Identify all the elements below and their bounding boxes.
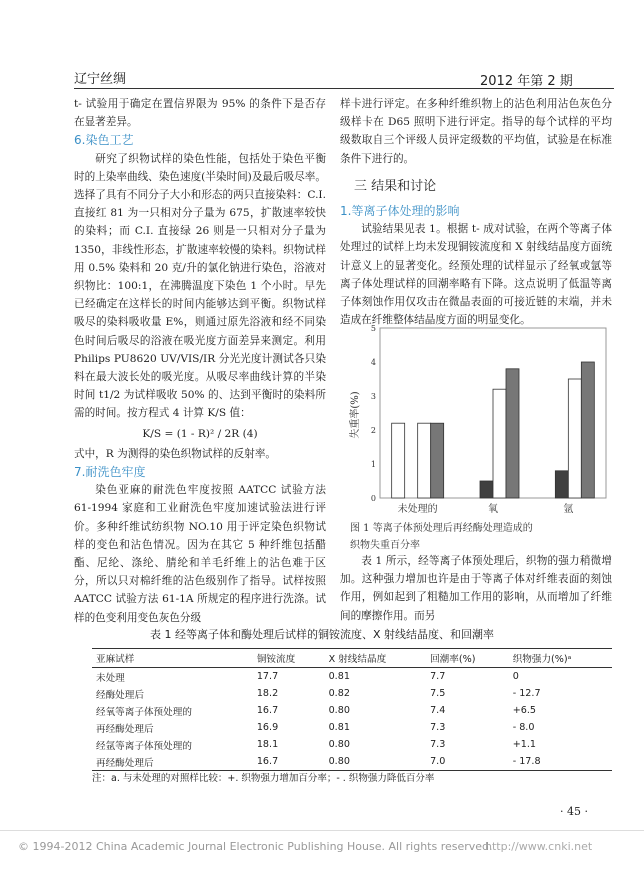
section-heading-results: 三 结果和讨论 xyxy=(354,178,437,194)
table-cell: 16.7 xyxy=(256,705,279,716)
table-cell: 0 xyxy=(512,671,519,682)
col-header: 织物强力(%)ᵃ xyxy=(509,649,612,668)
table-header-row xyxy=(92,649,612,668)
table-cell: 18.1 xyxy=(256,739,279,750)
table-cell: 0.81 xyxy=(328,671,350,682)
weight-loss-chart xyxy=(344,320,612,520)
page-number: · 45 · xyxy=(560,805,588,818)
bar xyxy=(418,423,431,498)
row-label: 经氩等离子体预处理的 xyxy=(96,740,192,752)
right-paragraph-1: 样卡进行评定。在多种纤维织物上的沾色利用沾色灰色分级样卡在 D65 照明下进行评定。指导的每个试样的平均级数取自三个评级人员评定级数的平均值，试验是在标准条件下进行的。 xyxy=(340,98,612,165)
table-cell: 7.7 xyxy=(430,671,446,682)
table-cell: 16.7 xyxy=(253,753,325,771)
x-axis-labels xyxy=(398,502,574,515)
table-row xyxy=(92,719,612,736)
bar xyxy=(581,362,594,498)
section-heading-1: 1.等离子体处理的影响 xyxy=(340,204,460,219)
bar-group xyxy=(392,362,595,498)
x-tick-label: 氩 xyxy=(563,504,574,515)
row-label: 再经酶处理后 xyxy=(96,723,154,735)
y-tick-label: 4 xyxy=(370,358,376,367)
right-paragraph-2: 试验结果见表 1。根据 t- 成对试验，在两个等离子体处理过的试样上均未发现铜铵流度和 X 射线结晶度方面统计意义上的显著变化。经预处理的试样显示了经氧或氩等离子体处理试样的回潮率略有下降。这点说明了低温等离子体刻蚀作用仅攻击在微晶表面的可接近链的末端，并未造成在纤维整体结晶度方面的明显变化。 xyxy=(340,223,612,327)
header-rule xyxy=(74,88,614,89)
issue-label: 2012 年第 2 期 xyxy=(480,74,573,89)
row-label: 经氧等离子体预处理的 xyxy=(96,706,192,718)
bar xyxy=(493,389,506,498)
col-header: 亚麻试样 xyxy=(92,649,253,668)
left-paragraph-2: 研究了织物试样的染色性能，包括处于染色平衡时的上染率曲线、染色速度(半染时间)及最后吸尽率。选择了具有不同分子大小和形态的两只直接染料：C.I. 直接红 81 为一只相对分子量为 675，扩散速率较快的染料；而 C.I. 直接绿 26 则是一只相对分子量为 1350，非线性形态，扩散速率较慢的染料。织物试样用 0.5% 染料和 20 克/升的氯化钠进行染色，浴液对织物比：100:1，在沸腾温度下染色 1 个小时。早先已经确定在这样长的时间内能够达到平衡。织物试样吸尽的染料吸收量 E%，则通过原先浴液和经不同染色时间后吸尽的浴液在吸光度方面差异来测定。利用 Philips PU8620 UV/VIS/IR 分光光度计测试各只染料在最大波长处的吸光度。从吸尽率曲线计算的半染时间 t1/2 为试样吸收 50% 的、达到平衡时的染料所需的时间。按方程式 4 计算 K/S 值： xyxy=(74,152,326,420)
table-cell: 16.9 xyxy=(256,722,279,733)
bar xyxy=(392,423,405,498)
table-cell: 18.2 xyxy=(256,688,279,699)
y-axis-ticks xyxy=(371,324,376,503)
table-cell: +1.1 xyxy=(512,739,536,750)
table-cell: 0.80 xyxy=(328,739,350,750)
table-cell: 7.3 xyxy=(430,722,446,733)
table-caption: 表 1 经等离子体和酶处理后试样的铜铵流度、X 射线结晶度、和回潮率 xyxy=(150,628,495,641)
formula: K/S = (1 - R)² / 2R (4) xyxy=(142,427,258,440)
row-label: 再经酶处理后 xyxy=(92,753,253,771)
table-note: 注：a. 与未处理的对照样比较：+. 织物强力增加百分率；- . 织物强力降低百分率 xyxy=(92,773,435,784)
footer-rule xyxy=(0,830,644,831)
table-cell: 0.81 xyxy=(328,722,350,733)
section-heading-6: 6.染色工艺 xyxy=(74,133,134,148)
table-cell: 7.4 xyxy=(430,705,446,716)
section-heading-7: 7.耐洗色牢度 xyxy=(74,465,146,480)
table-row xyxy=(92,702,612,719)
left-paragraph-4: 染色亚麻的耐洗色牢度按照 AATCC 试验方法 61-1994 家庭和工业耐洗色牢度加速试验法进行评价。多种纤维试纺织物 NO.10 用于评定染色织物试样的变色和沾色情况。因为在其它 5 种纤维包括醋酯、尼纶、涤纶、腈纶和羊毛纤维上的沾色难于区分，所以只对棉纤维的沾色级别作了指导。试样按照 AATCC 试验方法 61-1A 所规定的程序进行洗涤。试样的色变利用变色灰色分级 xyxy=(74,484,326,624)
row-label: 未处理 xyxy=(96,672,125,684)
journal-name: 辽宁丝绸 xyxy=(74,72,127,87)
bar xyxy=(555,471,568,498)
table-cell: - 8.0 xyxy=(512,722,535,733)
table-cell: 7.0 xyxy=(426,753,509,771)
figure-caption-line-2: 织物失重百分率 xyxy=(350,540,420,551)
table-cell: - 12.7 xyxy=(512,688,541,699)
col-header: 铜铵流度 xyxy=(253,649,325,668)
table-row xyxy=(92,668,612,686)
table-cell: 7.3 xyxy=(430,739,446,750)
row-label: 经酶处理后 xyxy=(96,689,144,701)
table-cell: - 17.8 xyxy=(509,753,612,771)
table-row xyxy=(92,736,612,753)
left-column xyxy=(74,95,326,627)
left-paragraph-1: t- 试验用于确定在置信界限为 95% 的条件下是否存在显著差异。 xyxy=(74,98,326,129)
figure-caption xyxy=(350,520,612,554)
table-cell: 7.5 xyxy=(430,688,446,699)
table-cell: 0.80 xyxy=(328,705,350,716)
table-row xyxy=(92,685,612,702)
y-tick-label: 0 xyxy=(370,494,376,503)
y-axis-label: 失重率(%) xyxy=(350,391,361,439)
bar xyxy=(431,423,444,498)
copyright-notice: © 1994-2012 China Academic Journal Electronic Publishing House. All rights reserved. xyxy=(18,840,493,853)
bar xyxy=(480,481,493,498)
right-paragraph-3: 表 1 所示，经等离子体预处理后，织物的强力稍微增加。这种强力增加也许是由于等离子体对纤维表面的刻蚀作用，例如起到了粗糙加工作用的影响，从而增加了纤维间的摩擦作用。而另 xyxy=(340,555,612,622)
right-column-lower xyxy=(340,552,612,625)
right-column xyxy=(340,95,612,329)
table-cell: 0.80 xyxy=(325,753,427,771)
results-table xyxy=(92,648,612,771)
bar xyxy=(506,369,519,498)
bar xyxy=(568,379,581,498)
left-paragraph-3: 式中，R 为测得的染色织物试样的反射率。 xyxy=(74,447,277,460)
y-tick-label: 3 xyxy=(370,392,376,401)
y-tick-label: 2 xyxy=(370,426,376,435)
table-row xyxy=(92,753,612,771)
table-cell: +6.5 xyxy=(512,705,536,716)
y-tick-label: 5 xyxy=(370,324,376,333)
footer-url: http://www.cnki.net xyxy=(485,840,593,853)
figure-caption-line-1: 图 1 等离子体预处理后再经酶处理造成的 xyxy=(350,523,533,534)
y-tick-label: 1 xyxy=(370,460,376,469)
table-cell: 17.7 xyxy=(256,671,279,682)
table-cell: 0.82 xyxy=(328,688,350,699)
col-header: X 射线结晶度 xyxy=(325,649,427,668)
col-header: 回潮率(%) xyxy=(426,649,509,668)
x-tick-label: 未处理的 xyxy=(397,504,438,515)
x-tick-label: 氧 xyxy=(488,504,498,515)
